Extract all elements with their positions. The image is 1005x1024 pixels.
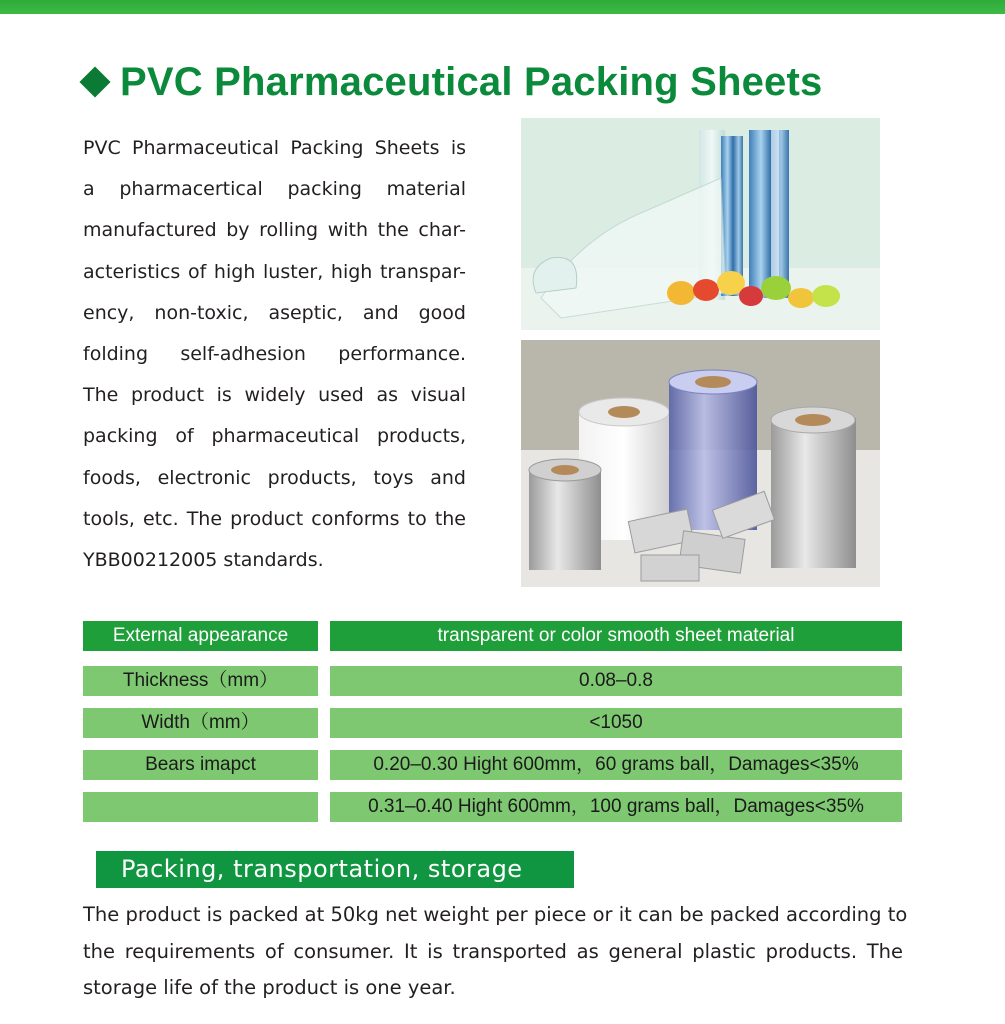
property-cell: Thickness（mm） — [83, 666, 318, 696]
intro-line: ency, non-toxic, aseptic, and good — [83, 301, 466, 324]
blister-rolls-illustration — [521, 340, 880, 587]
intro-line: manufactured by rolling with the char- — [83, 219, 466, 242]
table-row — [83, 621, 903, 651]
property-cell: Width（mm） — [83, 708, 318, 738]
transparent-rolls-illustration — [521, 118, 880, 330]
page-title — [80, 56, 822, 108]
product-photo-transparent-rolls — [521, 118, 880, 330]
intro-line: YBB00212005 standards. — [83, 549, 324, 572]
value-cell: 0.08–0.8 — [330, 666, 902, 696]
intro-line: PVC Pharmaceutical Packing Sheets is — [83, 137, 466, 159]
product-photo-blister-rolls — [521, 340, 880, 587]
packing-line: storage life of the product is one year. — [83, 976, 456, 999]
table-row — [83, 666, 903, 696]
intro-line: foods, electronic products, toys and — [83, 466, 466, 489]
intro-line: tools, etc. The product conforms to the — [83, 507, 466, 530]
packing-paragraph — [83, 897, 908, 1007]
property-cell: External appearance — [83, 621, 318, 651]
intro-line: folding self-adhesion performance. — [83, 343, 466, 366]
value-cell: 0.31–0.40 Hight 600mm，100 grams ball，Damages<35% — [330, 792, 902, 822]
value-cell: <1050 — [330, 708, 902, 738]
intro-line: packing of pharmaceutical products, — [83, 425, 466, 448]
table-row — [83, 750, 903, 780]
table-row — [83, 708, 903, 738]
intro-paragraph — [83, 128, 466, 581]
property-cell: Bears imapct — [83, 750, 318, 780]
intro-line: acteristics of high luster, high transpar- — [83, 260, 466, 283]
top-header-band — [0, 0, 1005, 14]
packing-section-heading: Packing, transportation, storage — [96, 851, 574, 888]
packing-line: The product is packed at 50kg net weight per piece or it can be packed according to — [83, 903, 908, 926]
intro-line: The product is widely used as visual — [83, 384, 466, 407]
value-cell: 0.20–0.30 Hight 600mm，60 grams ball，Damages<35% — [330, 750, 902, 780]
page-title-text: PVC Pharmaceutical Packing Sheets — [120, 59, 823, 104]
table-row — [83, 792, 903, 822]
property-cell — [83, 792, 318, 822]
value-cell: transparent or color smooth sheet material — [330, 621, 902, 651]
diamond-bullet-icon — [79, 66, 110, 97]
packing-line: the requirements of consumer. It is transported as general plastic products. The — [83, 939, 903, 963]
intro-line: a pharmacertical packing material — [83, 178, 466, 201]
